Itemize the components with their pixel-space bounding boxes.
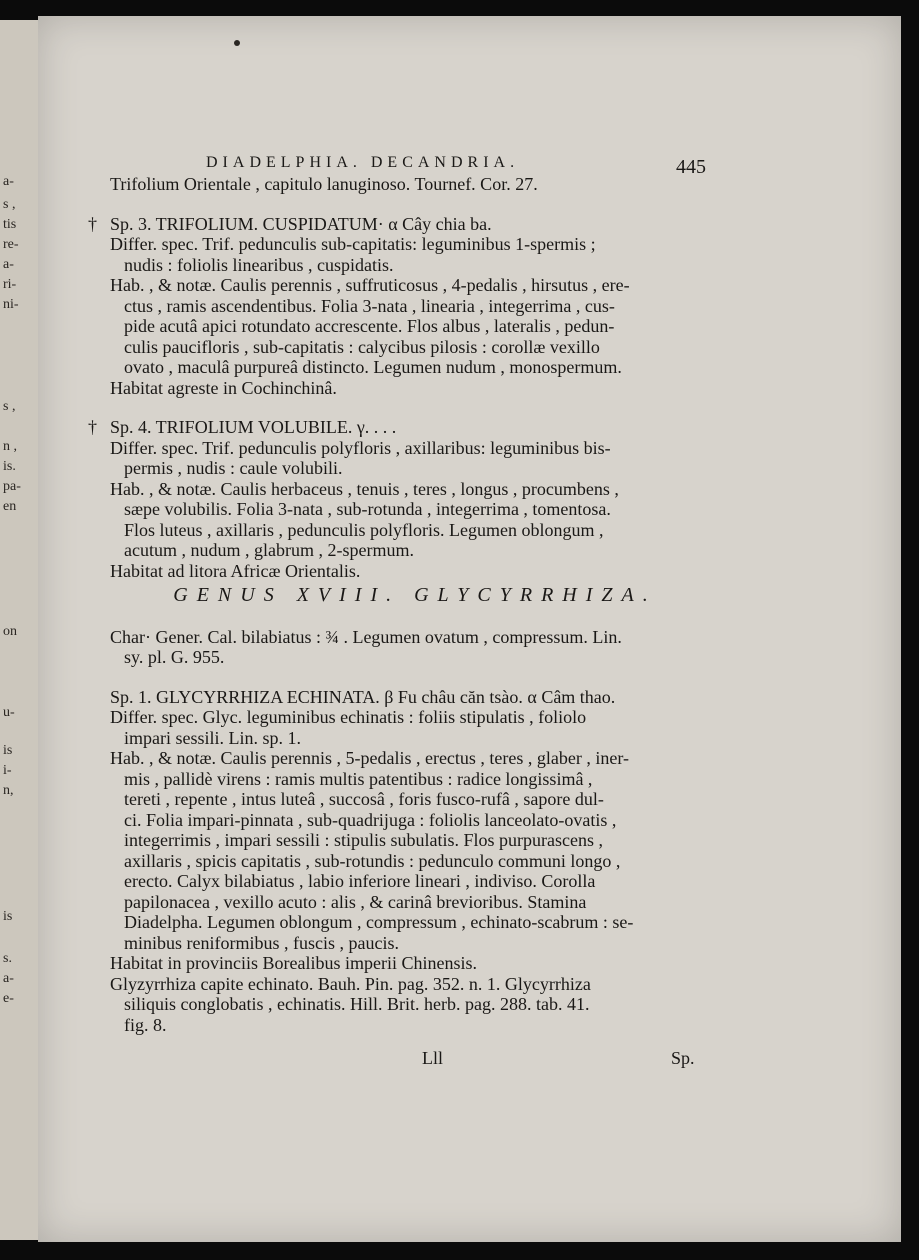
facing-page-fragment: re- <box>3 237 19 252</box>
line-text: Differ. spec. Trif. pedunculis sub-capitatis: leguminibus 1-spermis ; <box>110 234 596 254</box>
line-text: pide acutâ apici rotundato accrescente. Flos albus , lateralis , pedun- <box>124 316 615 336</box>
line-text: Habitat ad litora Africæ Orientalis. <box>110 560 361 581</box>
text-line <box>110 647 720 668</box>
line-text: ci. Folia impari-pinnata , sub-quadrijuga : foliolis lanceolato-ovatis , <box>124 809 617 830</box>
text-line <box>110 830 720 851</box>
line-text: impari sessili. Lin. sp. 1. <box>124 727 301 748</box>
line-text: axillaris , spicis capitatis , sub-rotundis : pedunculo communi longo , <box>124 850 621 871</box>
line-text: Sp. 1. GLYCYRRHIZA ECHINATA. β Fu châu căn tsào. α Câm thao. <box>110 686 616 707</box>
ink-spot <box>234 40 240 46</box>
text-line <box>110 687 720 708</box>
facing-page-fragment: ri- <box>3 277 17 292</box>
body-text <box>88 174 720 1035</box>
text-line <box>110 438 720 459</box>
paragraph-gap <box>110 668 720 687</box>
line-text: ctus , ramis ascendentibus. Folia 3-nata , linearia , integerrima , cus- <box>124 295 615 316</box>
text-line <box>110 707 720 728</box>
line-text: nudis : foliolis linearibus , cuspidatis. <box>124 254 394 275</box>
line-text: GENUS XVIII. GLYCYRRHIZA. <box>173 584 657 606</box>
genus-heading <box>110 585 720 606</box>
line-text: acutum , nudum , glabrum , 2-spermum. <box>124 540 414 560</box>
line-text: Sp. 3. TRIFOLIUM. CUSPIDATUM· α Cây chia ba. <box>110 213 492 234</box>
facing-page-fragment: i- <box>3 763 12 778</box>
facing-page-fragment: en <box>3 499 17 514</box>
dagger-mark: † <box>88 213 97 234</box>
text-line <box>110 174 720 195</box>
facing-page-fragment: is. <box>3 459 16 474</box>
text-line <box>110 769 720 790</box>
line-text: Differ. spec. Glyc. leguminibus echinatis : foliis stipulatis , foliolo <box>110 707 587 727</box>
line-text: siliquis conglobatis , echinatis. Hill. Brit. herb. pag. 288. tab. 41. <box>124 994 590 1014</box>
text-line <box>110 316 720 337</box>
line-text: sæpe volubilis. Folia 3-nata , sub-rotunda , integerrima , tomentosa. <box>124 499 611 519</box>
line-text: Differ. spec. Trif. pedunculis polyfloris , axillaribus: leguminibus bis- <box>110 437 611 458</box>
line-text: Flos luteus , axillaris , pedunculis polyfloris. Legumen oblongum , <box>124 519 604 540</box>
text-line <box>110 994 720 1015</box>
facing-page-fragment: pa- <box>3 479 21 494</box>
line-text: minibus reniformibus , fuscis , paucis. <box>124 932 399 953</box>
line-text: Sp. 4. TRIFOLIUM VOLUBILE. γ. . . . <box>110 417 397 437</box>
line-text: sy. pl. G. 955. <box>124 647 225 667</box>
line-text: Trifolium Orientale , capitulo lanuginoso. Tournef. Cor. 27. <box>110 174 538 194</box>
page-number: 445 <box>676 156 706 178</box>
line-text: fig. 8. <box>124 1014 167 1035</box>
line-text: papilonacea , vexillo acuto : alis , & carinâ brevioribus. Stamina <box>124 891 587 912</box>
text-line <box>110 296 720 317</box>
text-line <box>110 933 720 954</box>
text-line <box>110 499 720 520</box>
facing-page-fragment: a- <box>3 971 14 986</box>
text-line <box>110 357 720 378</box>
facing-page-fragment: a- <box>3 257 14 272</box>
catchword: Sp. <box>671 1048 695 1068</box>
text-line <box>110 728 720 749</box>
text-line <box>110 974 720 995</box>
text-line <box>110 627 720 648</box>
text-line <box>110 810 720 831</box>
text-line <box>110 953 720 974</box>
text-line <box>110 851 720 872</box>
text-line <box>110 892 720 913</box>
line-text: permis , nudis : caule volubili. <box>124 458 343 478</box>
facing-page-edge <box>0 20 42 1240</box>
facing-page-fragment: s , <box>3 399 16 414</box>
text-line <box>110 520 720 541</box>
paragraph-gap <box>110 608 720 627</box>
facing-page-fragment: e- <box>3 991 14 1006</box>
text-line <box>110 561 720 582</box>
line-text: ovato , maculâ purpureâ distincto. Legumen nudum , monospermum. <box>124 357 622 377</box>
paragraph-gap <box>110 398 720 417</box>
text-line <box>110 234 720 255</box>
signature-mark: Lll <box>422 1048 443 1068</box>
line-text: integerrimis , impari sessili : stipulis subulatis. Flos purpurascens , <box>124 830 603 850</box>
text-line <box>88 213 720 235</box>
facing-page-fragment: s. <box>3 951 12 966</box>
line-text: mis , pallidè virens : ramis multis patentibus : radice longissimâ , <box>124 768 593 789</box>
line-text: tereti , repente , intus luteâ , succosâ , foris fusco-rufâ , sapore dul- <box>124 789 604 809</box>
dagger-mark: † <box>88 417 97 437</box>
text-line <box>110 479 720 500</box>
book-page <box>38 16 901 1242</box>
facing-page-fragment: on <box>3 624 17 639</box>
text-line <box>110 1015 720 1036</box>
line-text: Hab. , & notæ. Caulis herbaceus , tenuis , teres , longus , procumbens , <box>110 478 619 499</box>
line-text: culis paucifloris , sub-capitatis : calycibus pilosis : corollæ vexillo <box>124 336 600 357</box>
facing-page-fragment: n , <box>3 439 17 454</box>
facing-page-fragment: n, <box>3 783 14 798</box>
facing-page-fragment: tis <box>3 217 17 232</box>
text-line <box>88 417 720 438</box>
text-line <box>110 789 720 810</box>
facing-page-fragment: is <box>3 909 13 924</box>
text-line <box>110 748 720 769</box>
line-text: Diadelpha. Legumen oblongum , compressum , echinato-scabrum : se- <box>124 912 634 932</box>
text-line <box>110 337 720 358</box>
line-text: Habitat agreste in Cochinchinâ. <box>110 377 337 398</box>
paragraph-gap <box>110 195 720 214</box>
line-text: Hab. , & notæ. Caulis perennis , suffruticosus , 4-pedalis , hirsutus , ere- <box>110 275 630 295</box>
text-line <box>110 275 720 296</box>
facing-page-fragment: a- <box>3 174 14 189</box>
facing-page-fragment: s , <box>3 197 16 212</box>
text-line <box>110 255 720 276</box>
line-text: Glyzyrrhiza capite echinato. Bauh. Pin. pag. 352. n. 1. Glycyrrhiza <box>110 973 591 994</box>
line-text: erecto. Calyx bilabiatus , labio inferiore lineari , indiviso. Corolla <box>124 871 596 891</box>
line-text: Habitat in provinciis Borealibus imperii Chinensis. <box>110 953 477 973</box>
text-line <box>110 871 720 892</box>
facing-page-fragment: ni- <box>3 297 19 312</box>
text-line <box>110 912 720 933</box>
facing-page-fragment: is <box>3 743 13 758</box>
line-text: Char· Gener. Cal. bilabiatus : ¾ . Legumen ovatum , compressum. Lin. <box>110 626 622 647</box>
line-text: Hab. , & notæ. Caulis perennis , 5-pedalis , erectus , teres , glaber , iner- <box>110 748 629 768</box>
text-line <box>110 458 720 479</box>
text-line <box>110 540 720 561</box>
facing-page-fragment: u- <box>3 705 15 720</box>
text-line <box>110 378 720 399</box>
running-title: DIADELPHIA. DECANDRIA. <box>206 154 520 171</box>
